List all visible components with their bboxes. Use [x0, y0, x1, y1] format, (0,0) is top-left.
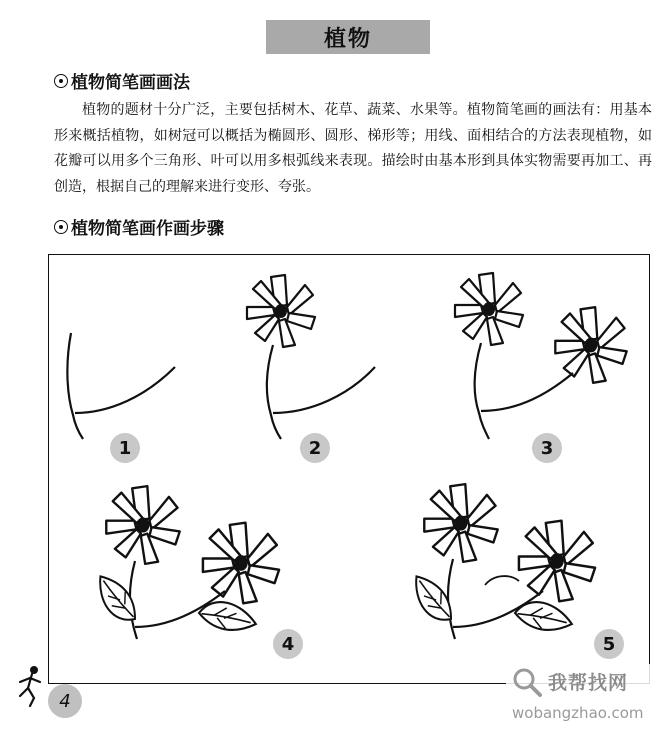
search-magnifier-icon: [511, 666, 543, 698]
section-heading-steps: [54, 214, 224, 239]
step-1-drawing: [67, 333, 175, 439]
step-badge-3: 3: [532, 433, 562, 463]
step-3-drawing: [455, 273, 627, 439]
step-badge-5: 5: [594, 629, 624, 659]
section-bullet-icon: [54, 220, 68, 234]
step-4-drawing: [94, 486, 279, 646]
page-title: 植物: [266, 20, 430, 54]
section-bullet-icon: [54, 74, 68, 88]
step-2-drawing: [247, 275, 375, 439]
watermark-url: wobangzhao.com: [512, 704, 644, 722]
flower-steps-drawing: [49, 255, 649, 683]
intro-paragraph-text: 植物的题材十分广泛，主要包括树木、花草、蔬菜、水果等。植物简笔画的画法有：用基本形来概括植物，如树冠可以概括为椭圆形、圆形、梯形等；用线、面相结合的方法表现植物，如花瓣可以用多个三角形、叶可以用多根弧线来表现。描绘时由基本形到具体实物需要再加工、再创造，根据自己的理解来进行变形、夸张。: [54, 102, 652, 195]
section-heading-steps-text: 植物简笔画作画步骤: [71, 219, 224, 239]
steps-illustration-frame: [48, 254, 650, 684]
runner-icon: [10, 664, 50, 708]
step-5-drawing: [410, 484, 595, 646]
step-badge-2: 2: [300, 433, 330, 463]
intro-paragraph: [54, 98, 652, 200]
step-badge-1: 1: [110, 433, 140, 463]
step-badge-4: 4: [273, 629, 303, 659]
section-heading-method-text: 植物简笔画画法: [71, 73, 190, 93]
page-number: 4: [48, 684, 82, 718]
watermark-name: 我帮找网: [548, 672, 629, 694]
section-heading-method: [54, 68, 190, 93]
